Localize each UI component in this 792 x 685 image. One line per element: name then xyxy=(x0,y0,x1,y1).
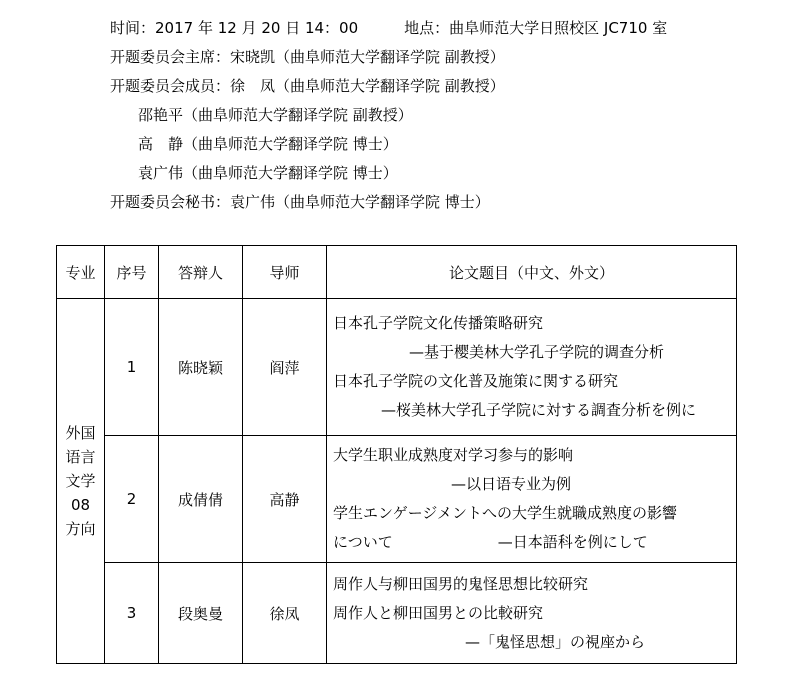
info-line-time-place xyxy=(110,14,772,43)
row-number: 3 xyxy=(105,563,159,664)
header-student: 答辩人 xyxy=(159,246,243,299)
thesis-title-cell xyxy=(327,563,737,664)
title-line: 大学生职业成熟度对学习参与的影响 xyxy=(333,446,574,464)
title-line: —基于樱美林大学孔子学院的调查分析 xyxy=(409,343,665,361)
thesis-table-wrapper xyxy=(0,245,792,664)
header-no: 序号 xyxy=(105,246,159,299)
info-line-member-1 xyxy=(110,72,772,101)
advisor-name: 高静 xyxy=(243,436,327,563)
info-line-secretary xyxy=(110,188,772,217)
title-line: —「鬼怪思想」の視座から xyxy=(465,632,646,651)
info-line-member-3 xyxy=(110,130,772,159)
thesis-title-cell xyxy=(327,436,737,563)
committee-chair: 开题委员会主席：宋晓凯（曲阜师范大学翻译学院 副教授） xyxy=(110,48,505,66)
committee-member-3: 高 静（曲阜师范大学翻译学院 博士） xyxy=(138,135,398,153)
header-title: 论文题目（中文、外文） xyxy=(327,246,737,299)
title-line: 日本孔子学院文化传播策略研究 xyxy=(333,314,544,332)
thesis-table xyxy=(56,245,737,664)
header-advisor: 导师 xyxy=(243,246,327,299)
title-line: 周作人と柳田国男との比較研究 xyxy=(333,603,544,622)
thesis-title-cell xyxy=(327,299,737,436)
committee-secretary: 开题委员会秘书：袁广伟（曲阜师范大学翻译学院 博士） xyxy=(110,193,490,211)
major-cell: 外国语言文学 08 方向 xyxy=(57,299,105,664)
title-line: 学生エンゲージメントへの大学生就職成熟度の影響 xyxy=(333,504,677,522)
row-number: 1 xyxy=(105,299,159,436)
committee-member-4: 袁广伟（曲阜师范大学翻译学院 博士） xyxy=(138,164,398,182)
committee-member-1: 开题委员会成员：徐 凤（曲阜师范大学翻译学院 副教授） xyxy=(110,77,505,95)
advisor-name: 徐凤 xyxy=(243,563,327,664)
student-name: 段奥曼 xyxy=(159,563,243,664)
info-line-member-4 xyxy=(110,159,772,188)
student-name: 成倩倩 xyxy=(159,436,243,563)
header-major: 专业 xyxy=(57,246,105,299)
meeting-info-block xyxy=(0,0,792,217)
table-row xyxy=(57,299,737,436)
info-line-chair xyxy=(110,43,772,72)
advisor-name: 阎萍 xyxy=(243,299,327,436)
title-line: 周作人与柳田国男的鬼怪思想比较研究 xyxy=(333,574,589,593)
table-row xyxy=(57,563,737,664)
info-line-member-2 xyxy=(110,101,772,130)
title-line: —以日语专业为例 xyxy=(451,475,572,493)
meeting-place: 地点：曲阜师范大学日照校区 JC710 室 xyxy=(404,19,668,37)
table-row xyxy=(57,436,737,563)
title-line: 日本孔子学院の文化普及施策に関する研究 xyxy=(333,372,619,390)
student-name: 陈晓颖 xyxy=(159,299,243,436)
title-line: —桜美林大学孔子学院に対する調査分析を例に xyxy=(381,401,697,419)
title-line: について —日本語科を例にして xyxy=(333,533,648,551)
row-number: 2 xyxy=(105,436,159,563)
table-header-row xyxy=(57,246,737,299)
committee-member-2: 邵艳平（曲阜师范大学翻译学院 副教授） xyxy=(138,106,413,124)
meeting-time: 时间：2017 年 12 月 20 日 14：00 xyxy=(110,19,359,37)
